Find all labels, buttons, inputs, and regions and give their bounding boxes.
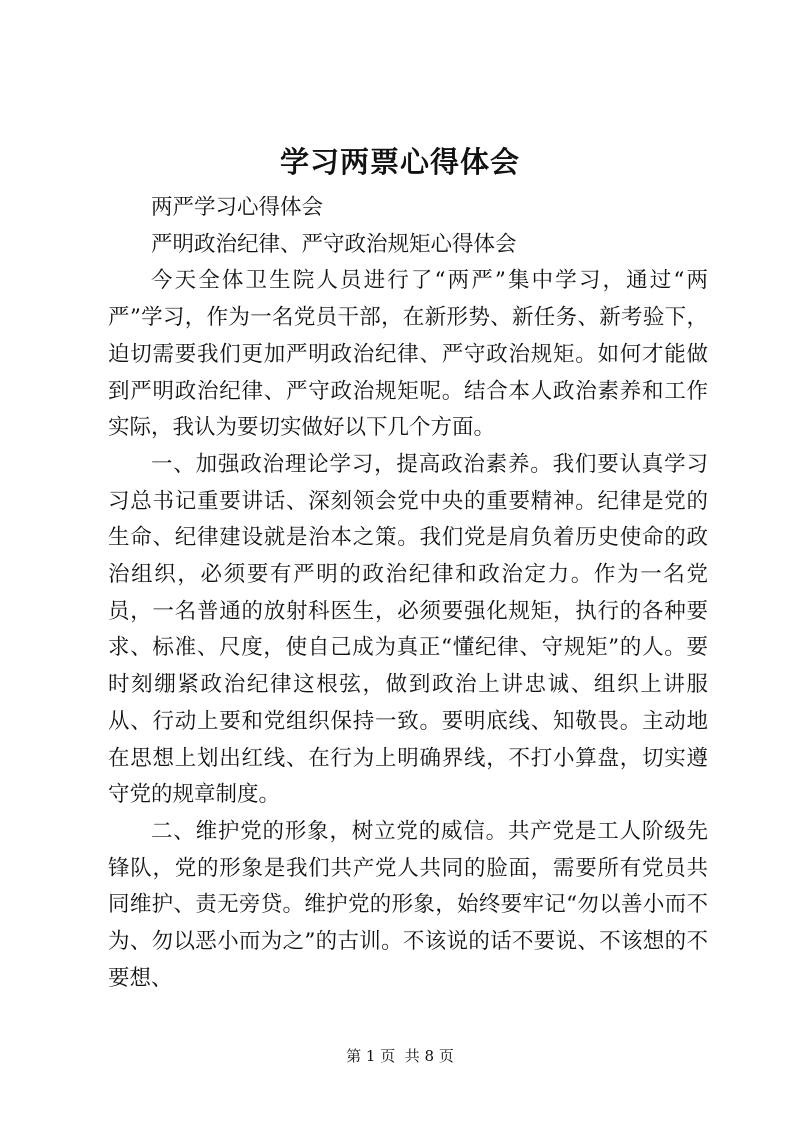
body-paragraph: 一、加强政治理论学习，提高政治素养。我们要认真学习习总书记重要讲话、深刻领会党中央的重要精神。纪律是党的生命、纪律建设就是治本之策。我们党是肩负着历史使命的政治组织，必须要有严明的政治纪律和政治定力。作为一名党员，一名普通的放射科医生，必须要强化规矩，执行的各种要求、标准、尺度，使自己成为真正“懂纪律、守规矩”的人。要时刻绷紧政治纪律这根弦，做到政治上讲忠诚、组织上讲服从、行动上要和党组织保持一致。要明底线、知敬畏。主动地在思想上划出红线、在行为上明确界线，不打小算盘，切实遵守党的规章制度。	[108, 451, 708, 808]
body-paragraph: 今天全体卫生院人员进行了“两严”集中学习，通过“两严”学习，作为一名党员干部，在新形势、新任务、新考验下，迫切需要我们更加严明政治纪律、严守政治规矩。如何才能做到严明政治纪律、严守政治规矩呢。结合本人政治素养和工作实际，我认为要切实做好以下几个方面。	[108, 268, 708, 441]
subtitle-paragraph: 严明政治纪律、严守政治规矩心得体会	[151, 231, 517, 257]
page-footer	[0, 1046, 800, 1066]
page-title: 学习两票心得体会	[279, 145, 520, 179]
document-body	[108, 190, 708, 997]
page-number-label: 第 1 页 共 8 页	[346, 1047, 454, 1065]
subtitle-paragraph: 两严学习心得体会	[151, 195, 324, 220]
body-paragraph: 二、维护党的形象，树立党的威信。共产党是工人阶级先锋队，党的形象是我们共产党人共同的脸面，需要所有党员共同维护、责无旁贷。维护党的形象，始终要牢记“勿以善小而不为、勿以恶小而为之”的古训。不该说的话不要说、不该想的不要想、	[108, 818, 708, 991]
